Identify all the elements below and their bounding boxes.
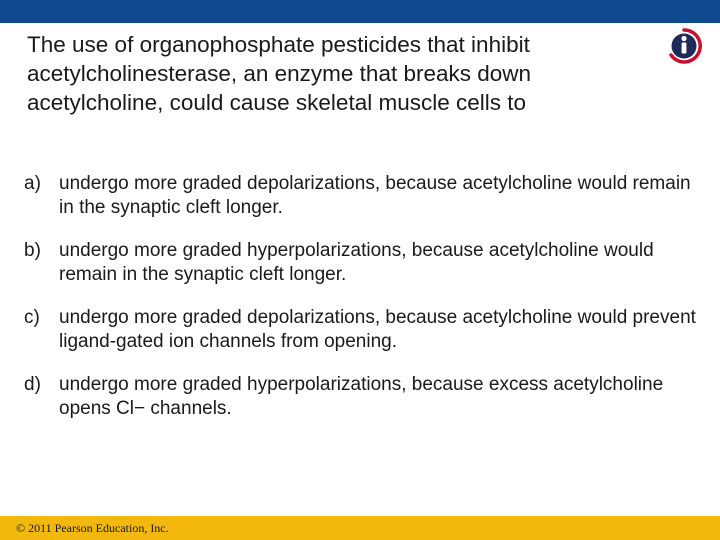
- choice-letter: c): [24, 307, 40, 328]
- question-text: The use of organophosphate pesticides that inhibit acetylcholinesterase, an enzyme that breaks down acetylcholine, could cause skeletal muscle cells to: [27, 32, 532, 115]
- choice-letter: a): [24, 173, 41, 194]
- choice-d[interactable]: [24, 373, 704, 421]
- choice-a[interactable]: [24, 172, 704, 220]
- choice-c[interactable]: [24, 306, 704, 354]
- choice-text: undergo more graded depolarizations, because acetylcholine would prevent ligand-gated ion channels from opening.: [59, 307, 696, 352]
- choice-text: undergo more graded depolarizations, because acetylcholine would remain in the synaptic cleft longer.: [59, 173, 691, 218]
- choice-letter: d): [24, 374, 41, 395]
- choice-letter: b): [24, 240, 41, 261]
- answer-choices: [24, 172, 704, 440]
- info-i-logo-icon: [665, 27, 703, 65]
- copyright-text: © 2011 Pearson Education, Inc.: [16, 521, 169, 535]
- top-banner: [0, 0, 720, 23]
- choice-b[interactable]: [24, 239, 704, 287]
- choice-text: undergo more graded hyperpolarizations, because excess acetylcholine opens Cl− channels.: [59, 374, 664, 419]
- footer-bar: [0, 516, 720, 540]
- choice-text: undergo more graded hyperpolarizations, because acetylcholine would remain in the synaptic cleft longer.: [59, 240, 654, 285]
